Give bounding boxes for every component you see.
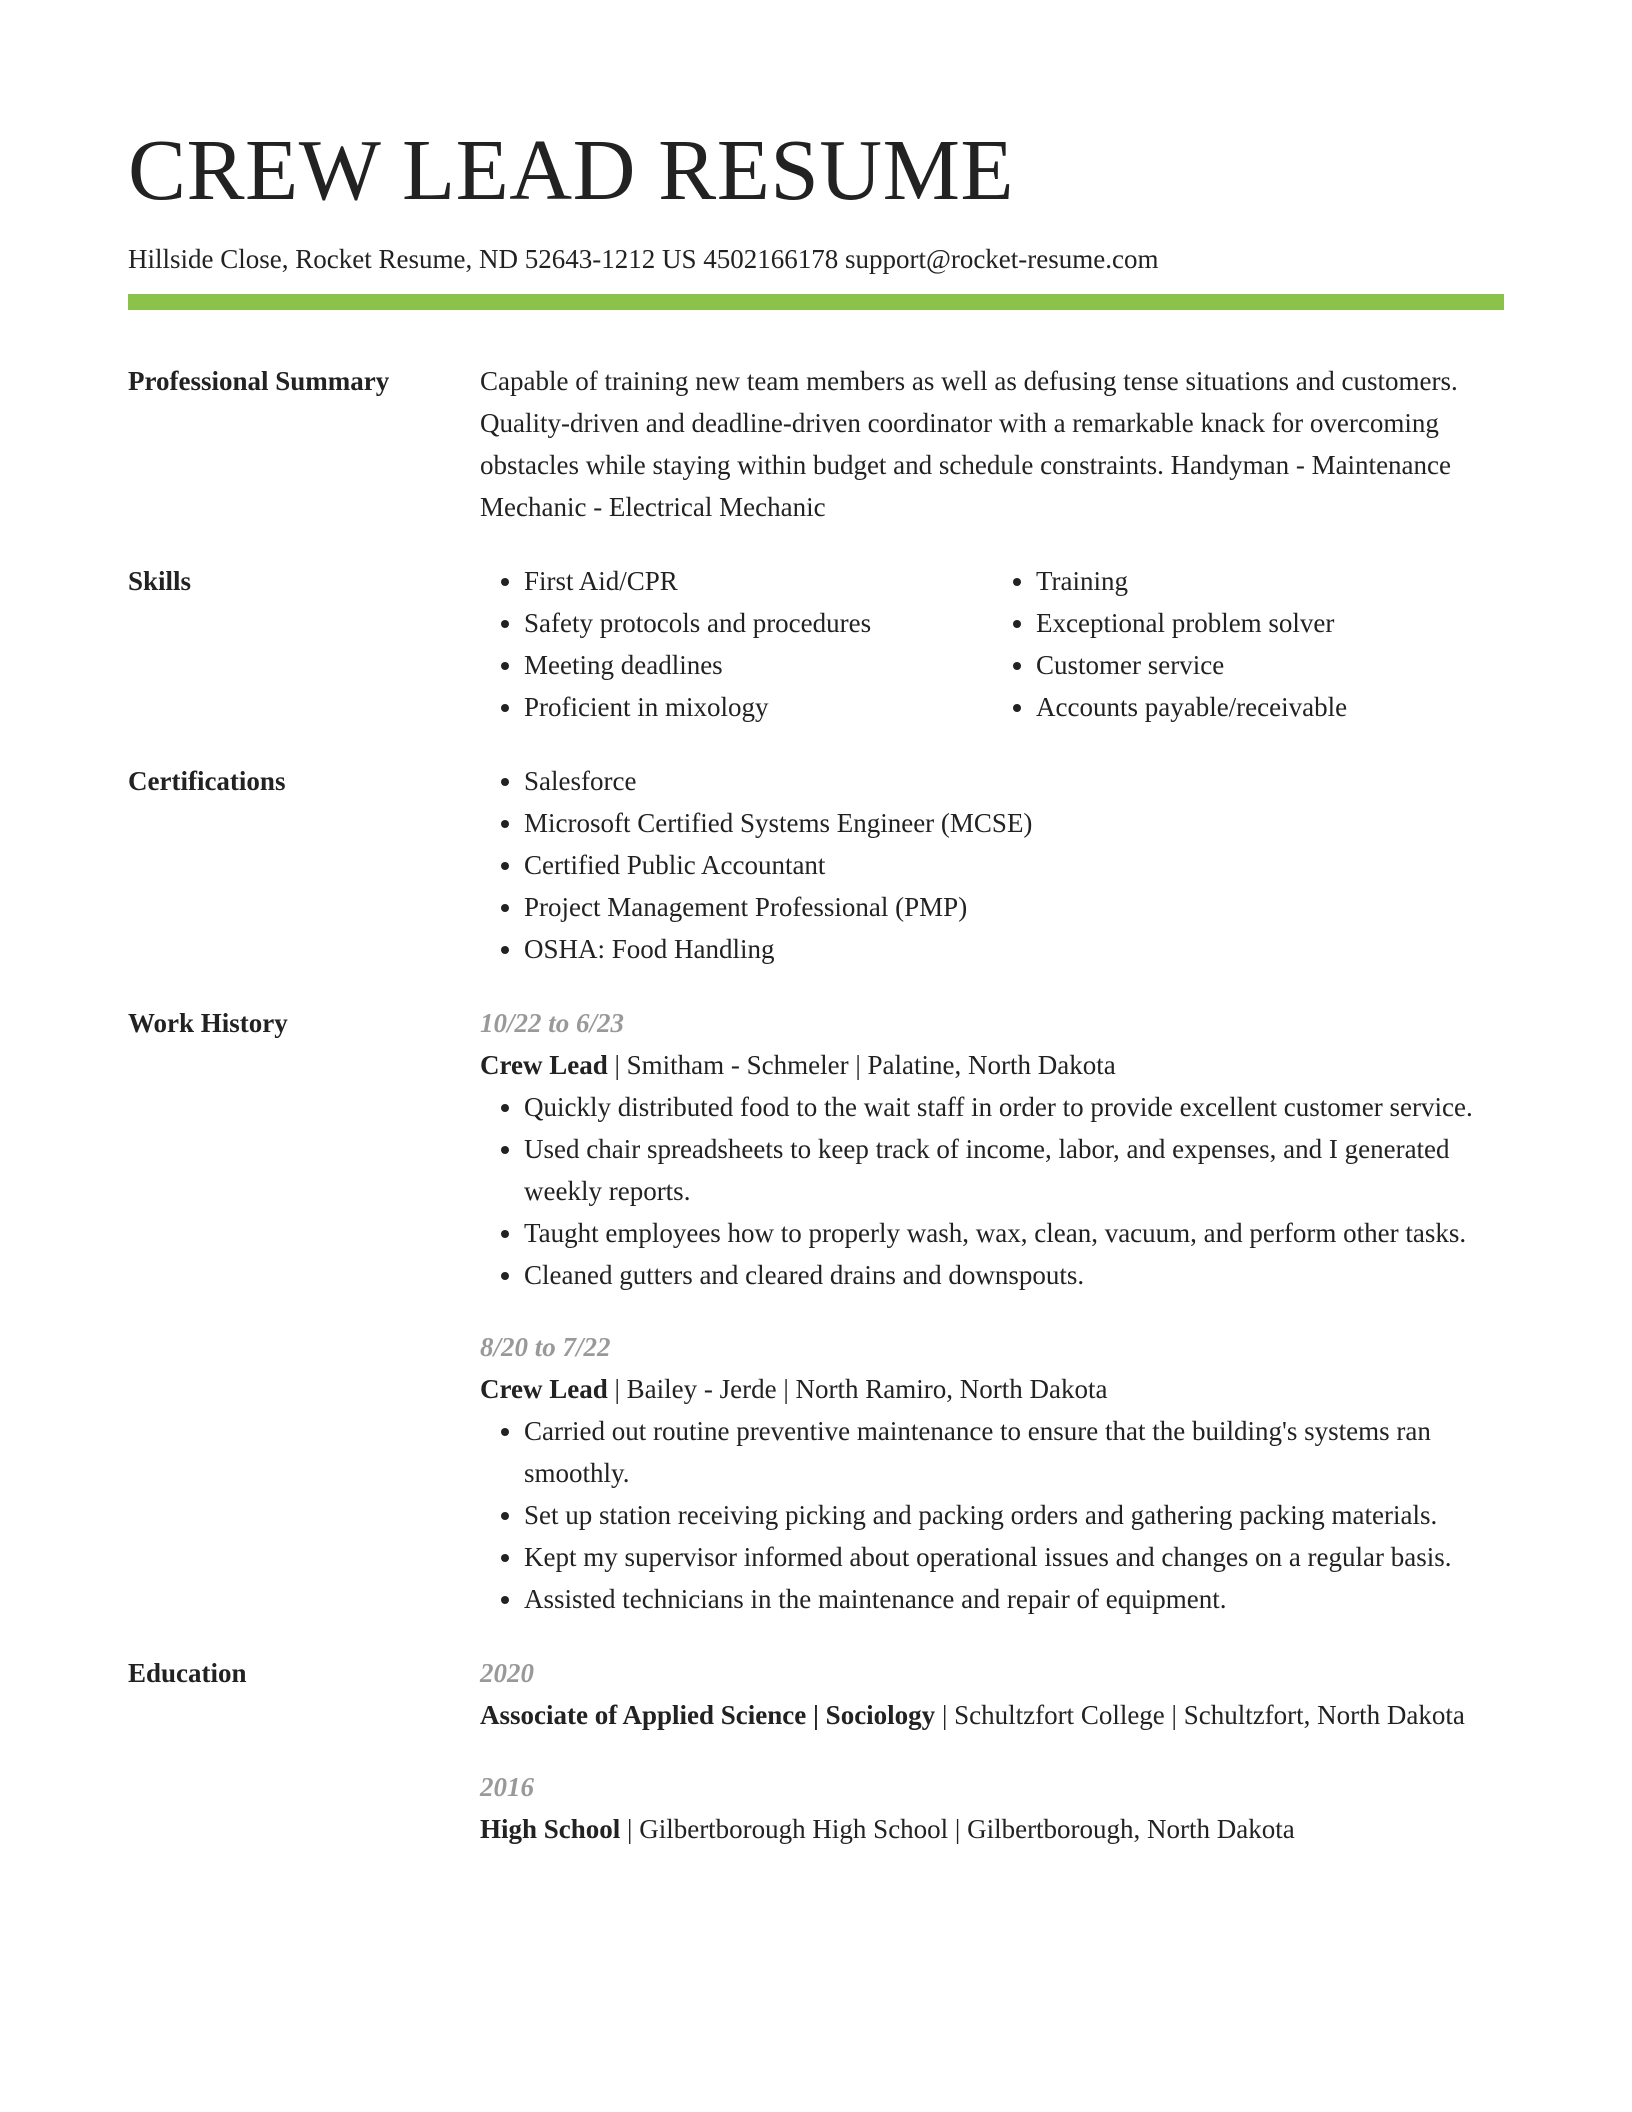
work-history-heading: Work History xyxy=(128,1008,288,1038)
education-section xyxy=(128,1652,1504,1850)
job-entry xyxy=(480,1002,1504,1296)
job-bullet: • Quickly distributed food to the wait staff in order to provide excellent customer service. xyxy=(524,1086,1504,1128)
job-details: | Bailey - Jerde | North Ramiro, North Dakota xyxy=(607,1374,1108,1404)
education-year: 2020 xyxy=(480,1658,534,1688)
job-bullet: • Taught employees how to properly wash, wax, clean, vacuum, and perform other tasks. xyxy=(524,1212,1504,1254)
education-heading-line xyxy=(480,1694,1504,1736)
skills-grid xyxy=(480,560,1504,728)
certifications-content xyxy=(480,760,1504,970)
job-bullet: • Carried out routine preventive maintenance to ensure that the building's systems ran smoothly. xyxy=(524,1410,1504,1494)
job-bullet: • Kept my supervisor informed about operational issues and changes on a regular basis. xyxy=(524,1536,1504,1578)
certification-item: • OSHA: Food Handling xyxy=(524,928,1504,970)
certification-item: • Project Management Professional (PMP) xyxy=(524,886,1504,928)
education-degree: High School xyxy=(480,1814,621,1844)
education-heading-line xyxy=(480,1808,1504,1850)
work-history-content xyxy=(480,1002,1504,1620)
skills-list-right xyxy=(992,560,1504,728)
job-title: Crew Lead xyxy=(480,1374,608,1404)
job-bullets xyxy=(480,1086,1504,1296)
skill-item: • Customer service xyxy=(1036,644,1504,686)
job-bullet: • Set up station receiving picking and packing orders and gathering packing materials. xyxy=(524,1494,1504,1536)
education-entry xyxy=(480,1652,1504,1736)
skill-item: • Training xyxy=(1036,560,1504,602)
education-heading: Education xyxy=(128,1658,247,1688)
education-entry xyxy=(480,1766,1504,1850)
certifications-heading: Certifications xyxy=(128,766,286,796)
education-degree: Associate of Applied Science | Sociology xyxy=(480,1700,936,1730)
certification-item: • Salesforce xyxy=(524,760,1504,802)
skill-item: • Accounts payable/receivable xyxy=(1036,686,1504,728)
work-history-section xyxy=(128,1002,1504,1620)
skill-item: • First Aid/CPR xyxy=(524,560,992,602)
skill-item: • Proficient in mixology xyxy=(524,686,992,728)
education-content xyxy=(480,1652,1504,1850)
job-title: Crew Lead xyxy=(480,1050,608,1080)
skill-item: • Meeting deadlines xyxy=(524,644,992,686)
job-dates: 8/20 to 7/22 xyxy=(480,1332,611,1362)
job-dates: 10/22 to 6/23 xyxy=(480,1008,625,1038)
education-details: | Schultzfort College | Schultzfort, North Dakota xyxy=(935,1700,1465,1730)
job-bullet: • Assisted technicians in the maintenance and repair of equipment. xyxy=(524,1578,1504,1620)
job-heading xyxy=(480,1368,1504,1410)
certifications-section xyxy=(128,760,1504,970)
skills-heading: Skills xyxy=(128,566,192,596)
skill-item: • Safety protocols and procedures xyxy=(524,602,992,644)
certification-item: • Microsoft Certified Systems Engineer (MCSE) xyxy=(524,802,1504,844)
resume-title: CREW LEAD RESUME xyxy=(128,121,1015,218)
summary-text: Capable of training new team members as well as defusing tense situations and customers. Quality-driven and deadline-driven coordinator with a remarkable knack for overcoming obstacles while staying within budget and schedule constraints. Handyman - Maintenance Mechanic - Electrical Mechanic xyxy=(480,366,1458,522)
accent-divider xyxy=(128,294,1504,310)
job-bullet: • Cleaned gutters and cleared drains and downspouts. xyxy=(524,1254,1504,1296)
job-bullets xyxy=(480,1410,1504,1620)
job-entry xyxy=(480,1326,1504,1620)
job-bullet: • Used chair spreadsheets to keep track of income, labor, and expenses, and I generated weekly reports. xyxy=(524,1128,1504,1212)
skills-list-left xyxy=(480,560,992,728)
education-year: 2016 xyxy=(480,1772,534,1802)
certification-item: • Certified Public Accountant xyxy=(524,844,1504,886)
job-heading xyxy=(480,1044,1504,1086)
certifications-list xyxy=(480,760,1504,970)
contact-line: Hillside Close, Rocket Resume, ND 52643-1212 US 4502166178 support@rocket-resume.com xyxy=(128,244,1159,274)
job-details: | Smitham - Schmeler | Palatine, North Dakota xyxy=(607,1050,1116,1080)
education-details: | Gilbertborough High School | Gilbertborough, North Dakota xyxy=(620,1814,1295,1844)
summary-section xyxy=(128,360,1504,528)
summary-heading: Professional Summary xyxy=(128,366,390,396)
skill-item: • Exceptional problem solver xyxy=(1036,602,1504,644)
skills-section xyxy=(128,560,1504,728)
